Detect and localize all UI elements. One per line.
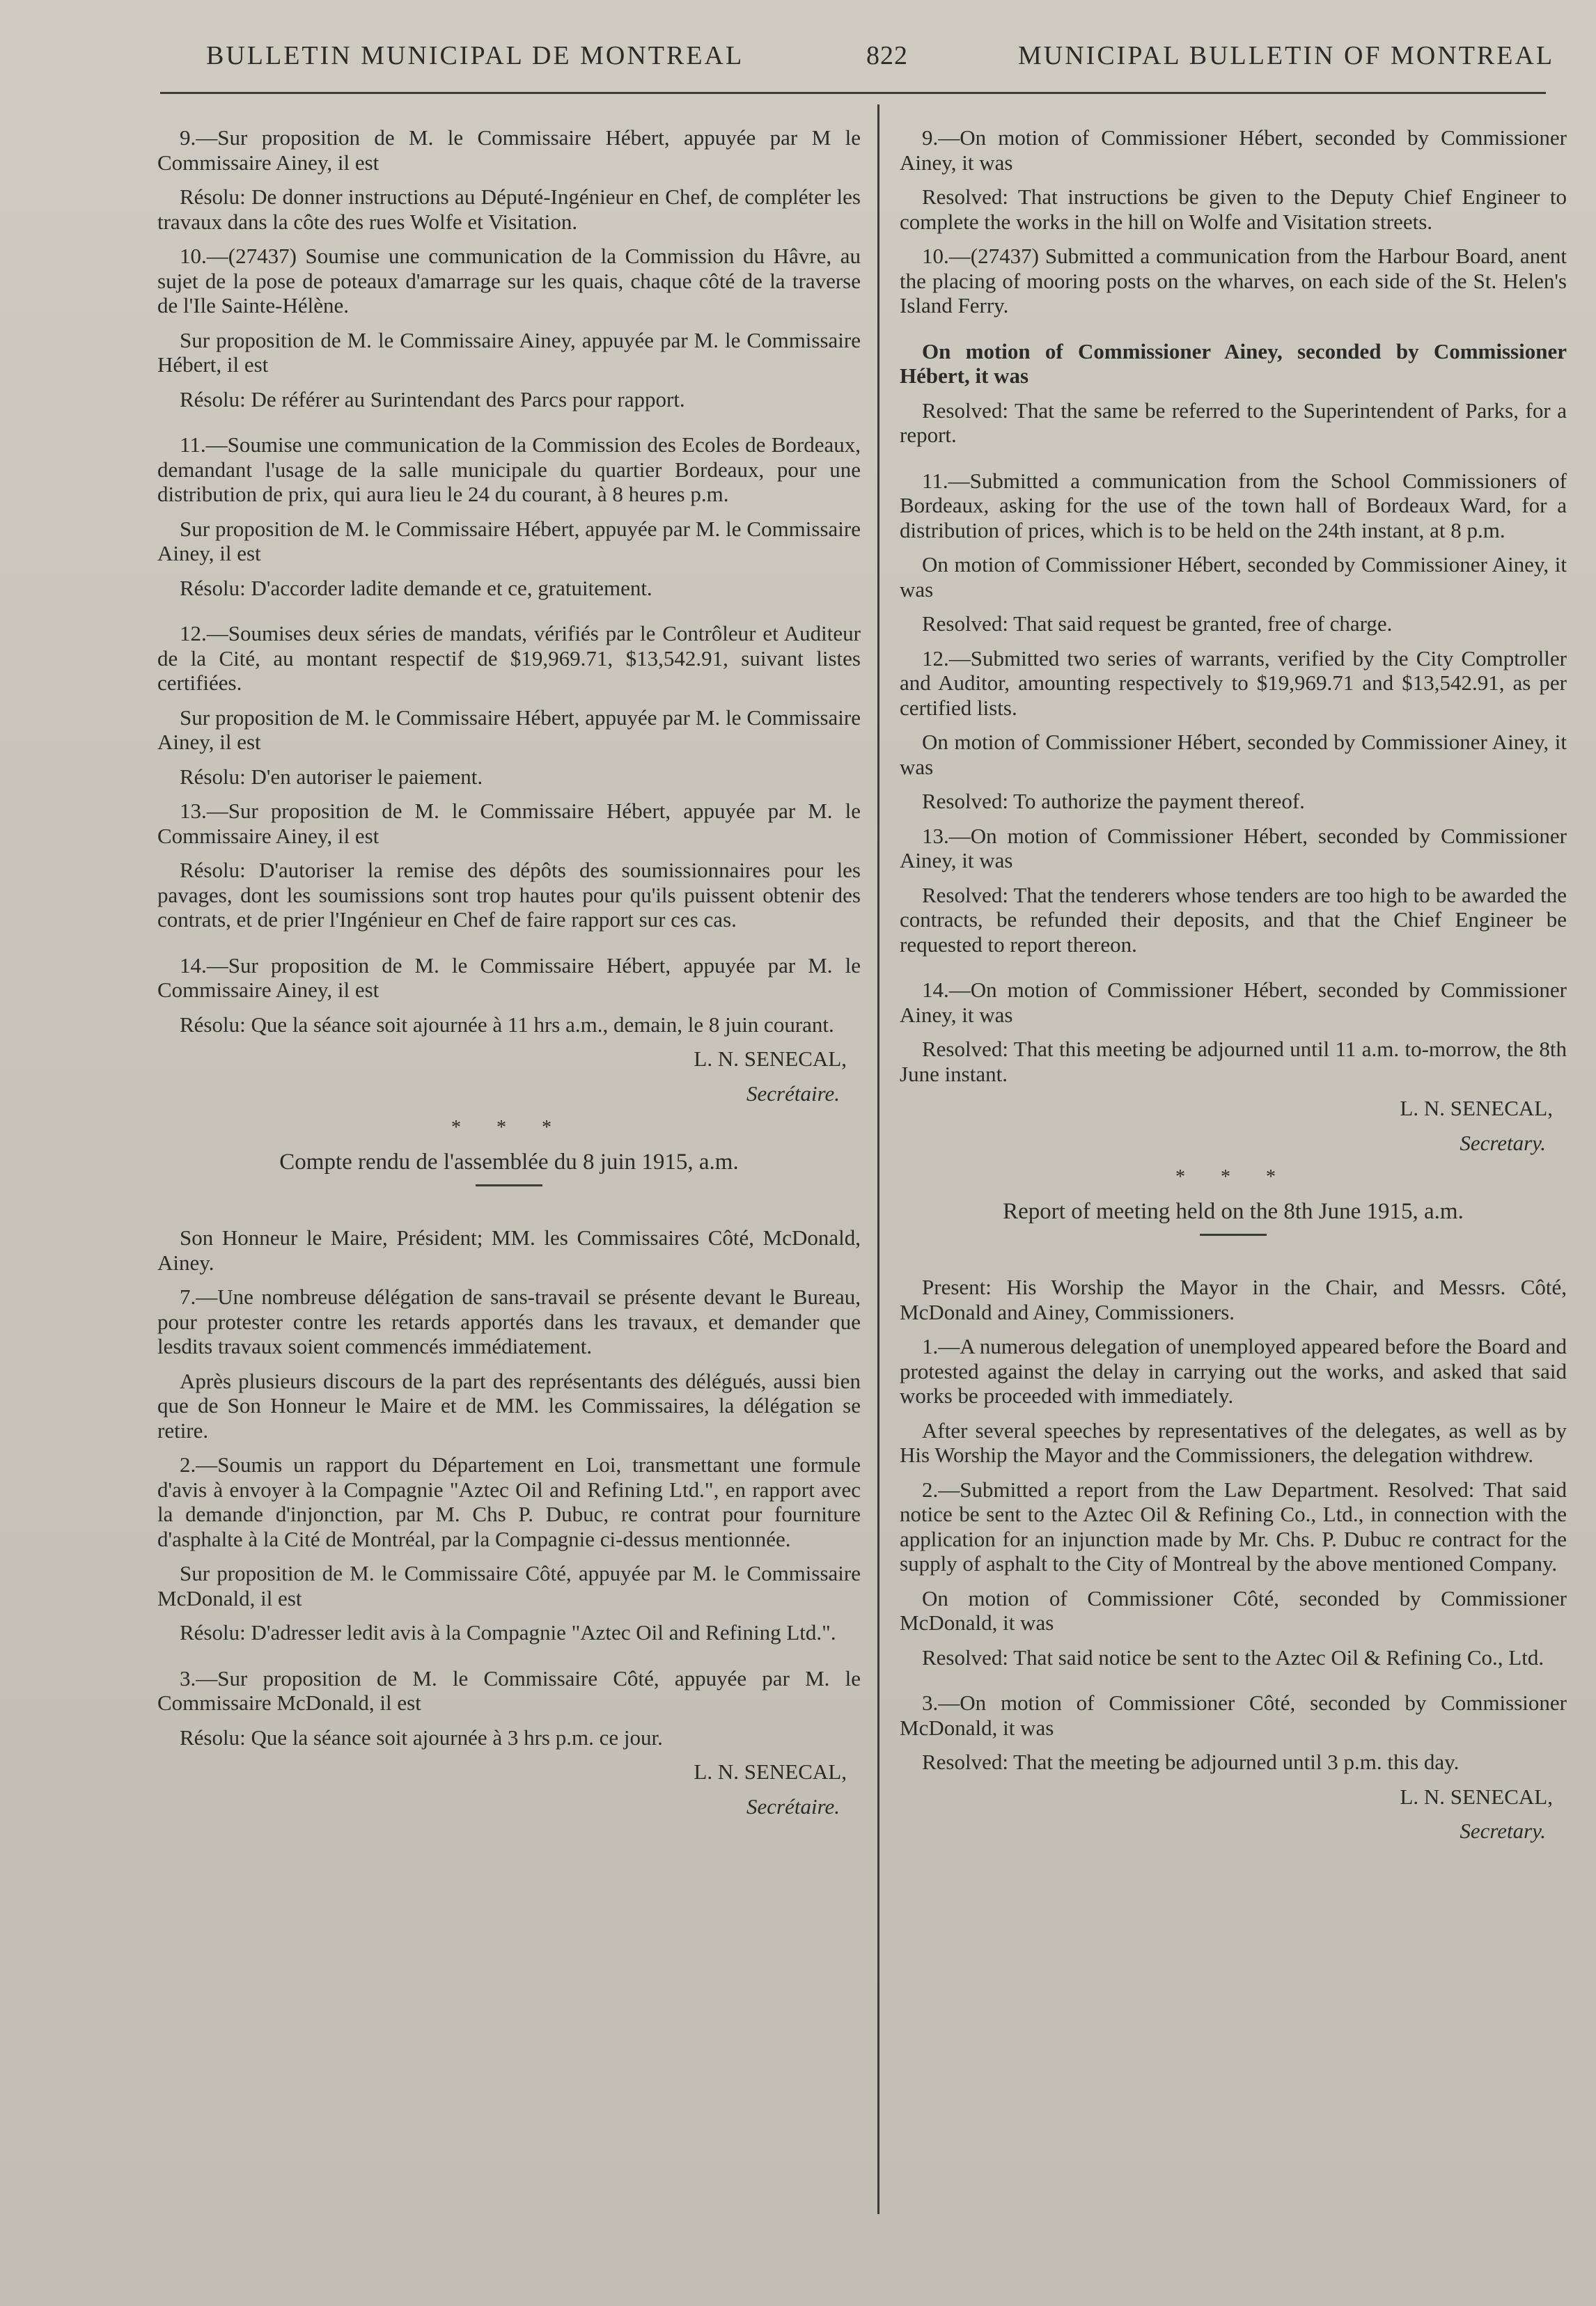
paragraph: Résolu: De donner instructions au Député-Ingénieur en Chef, de compléter les travaux dans la côte des rues Wolfe et Visitation. [157, 185, 861, 234]
paragraph: After several speeches by representatives of the delegates, as well as by His Worship the Mayor and the Commissioners, the delegation withdrew. [900, 1418, 1567, 1467]
paragraph: 2.—Soumis un rapport du Département en Loi, transmettant une formule d'avis à envoyer à la Compagnie "Aztec Oil and Refining Ltd.", en rapport avec la demande d'injonction, par M. Chs P. Dubuc, re contrat pour fourniture d'asphalte à la Cité de Montréal, par la Compagnie ci-dessus mentionnée. [157, 1452, 861, 1551]
paragraph: Resolved: That the tenderers whose tenders are too high to be awarded the contracts, be refunded their deposits, and that the Chief Engineer be requested to report thereon. [900, 882, 1567, 957]
paragraph: Résolu: De référer au Surintendant des Parcs pour rapport. [180, 386, 685, 411]
paragraph: Après plusieurs discours de la part des représentants des délégués, aussi bien que de Son Honneur le Maire et de MM. les Commissaires, la délégation se retire. [157, 1368, 861, 1443]
paragraph: 7.—Une nombreuse délégation de sans-travail se présente devant le Bureau, pour protester contre les retards apportés dans les travaux, et demander que lesdits travaux soient commencés immédiatement. [157, 1285, 861, 1358]
paragraph: 12.—Soumises deux séries de mandats, vérifiés par le Contrôleur et Auditeur de la Cité, au montant respectif de $19,969.71, $13,542.91, suivant listes certifiées. [157, 621, 861, 695]
paragraph: 14.—Sur proposition de M. le Commissaire Hébert, appuyée par M. le Commissaire Ainey, il est [157, 952, 861, 1002]
paragraph: 12.—Submitted two series of warrants, verified by the City Comptroller and Auditor, amounting respectively to $19,969.71 and $13,542.91, as per certified lists. [900, 645, 1567, 720]
french-column [157, 125, 861, 1828]
title-rule [476, 1184, 542, 1186]
paragraph: 11.—Submitted a communication from the School Commissioners of Bordeaux, asking for the use of the town hall of Bordeaux Ward, for a distribution of prices, which is to be held on the 24th instant, at 8 p.m. [900, 468, 1567, 542]
paragraph: 14.—On motion of Commissioner Hébert, seconded by Commissioner Ainey, it was [900, 978, 1567, 1027]
paragraph: Resolved: That said request be granted, free of charge. [922, 611, 1393, 636]
signature-title: Secrétaire. [746, 1081, 840, 1106]
signature-title: Secretary. [1460, 1130, 1546, 1155]
paragraph: 10.—(27437) Soumise une communication de la Commission du Hâvre, au sujet de la pose de poteaux d'amarrage sur les quais, chaque côté de la traverse de l'Ile Sainte-Hélène. [157, 244, 861, 317]
paragraph: Résolu: D'adresser ledit avis à la Compagnie "Aztec Oil and Refining Ltd.". [180, 1620, 836, 1645]
paragraph: Résolu: D'accorder ladite demande et ce, gratuitement. [180, 575, 652, 600]
paragraph: Sur proposition de M. le Commissaire Côté, appuyée par M. le Commissaire McDonald, il est [157, 1561, 861, 1610]
paragraph: 3.—On motion of Commissioner Côté, seconded by Commissioner McDonald, it was [900, 1691, 1567, 1740]
signature-name: L. N. SENECAL, [694, 1759, 847, 1784]
paragraph: On motion of Commissioner Hébert, seconded by Commissioner Ainey, it was [900, 730, 1567, 779]
signature-title: Secretary. [1460, 1819, 1546, 1843]
paragraph: Resolved: That the meeting be adjourned until 3 p.m. this day. [922, 1750, 1460, 1774]
paragraph: 3.—Sur proposition de M. le Commissaire Côté, appuyée par M. le Commissaire McDonald, il est [157, 1665, 861, 1715]
section-title: Compte rendu de l'assemblée du 8 juin 1915, a.m. [279, 1149, 739, 1175]
paragraph: Résolu: D'en autoriser le paiement. [180, 764, 483, 789]
header-rule [160, 92, 1546, 94]
paragraph: 10.—(27437) Submitted a communication from the Harbour Board, anent the placing of mooring posts on the wharves, on each side of the St. Helen's Island Ferry. [900, 244, 1567, 317]
paragraph: 1.—A numerous delegation of unemployed appeared before the Board and protested against the delay in carrying out the works, and asked that said works be proceeded with immediately. [900, 1334, 1567, 1408]
title-rule [1200, 1234, 1267, 1236]
paragraph: Résolu: Que la séance soit ajournée à 11 hrs a.m., demain, le 8 juin courant. [180, 1012, 834, 1037]
paragraph: 9.—Sur proposition de M. le Commissaire Hébert, appuyée par M le Commissaire Ainey, il est [157, 125, 861, 175]
header-left: BULLETIN MUNICIPAL DE MONTREAL [206, 41, 744, 70]
paragraph: 13.—Sur proposition de M. le Commissaire Hébert, appuyée par M. le Commissaire Ainey, il est [157, 799, 861, 848]
column-divider [877, 104, 879, 2214]
signature-name: L. N. SENECAL, [694, 1046, 847, 1071]
paragraph: Present: His Worship the Mayor in the Chair, and Messrs. Côté, McDonald and Ainey, Commissioners. [900, 1275, 1567, 1324]
paragraph: Resolved: That the same be referred to the Superintendent of Parks, for a report. [900, 398, 1567, 447]
paragraph: Resolved: That this meeting be adjourned until 11 a.m. to-morrow, the 8th June instant. [900, 1037, 1567, 1086]
paragraph: Son Honneur le Maire, Président; MM. les Commissaires Côté, McDonald, Ainey. [157, 1225, 861, 1275]
header-right: MUNICIPAL BULLETIN OF MONTREAL [1018, 41, 1555, 70]
signature-name: L. N. SENECAL, [1400, 1784, 1553, 1809]
section-separator: * * * [1175, 1166, 1291, 1188]
paragraph: Sur proposition de M. le Commissaire Hébert, appuyée par M. le Commissaire Ainey, il est [157, 705, 861, 754]
english-column [900, 125, 1567, 1853]
section-separator: * * * [451, 1117, 567, 1138]
paragraph: Résolu: D'autoriser la remise des dépôts des soumissionnaires pour les pavages, dont les soumissions sont trop hautes pour qu'ils puissent obtenir des contrats, et de prier l'Ingénieur en Chef de faire rapport sur ces cas. [157, 858, 861, 932]
paragraph: Resolved: That instructions be given to the Deputy Chief Engineer to complete the works in the hill on Wolfe and Visitation streets. [900, 185, 1567, 234]
paragraph: On motion of Commissioner Hébert, seconded by Commissioner Ainey, it was [900, 552, 1567, 602]
paragraph: On motion of Commissioner Côté, seconded by Commissioner McDonald, it was [900, 1585, 1567, 1635]
section-title: Report of meeting held on the 8th June 1915, a.m. [1003, 1198, 1464, 1224]
paragraph: Resolved: That said notice be sent to the Aztec Oil & Refining Co., Ltd. [922, 1645, 1544, 1670]
paragraph: On motion of Commissioner Ainey, seconded by Commissioner Hébert, it was [900, 338, 1567, 388]
paragraph: Resolved: To authorize the payment thereof. [922, 789, 1305, 813]
paragraph: 2.—Submitted a report from the Law Department. Resolved: That said notice be sent to the Aztec Oil & Refining Co., Ltd., in connection with the application for an injunction made by Mr. Chs. P. Dubuc re contract for the supply of asphalt to the City of Montreal by the above mentioned Company. [900, 1477, 1567, 1576]
paragraph: Résolu: Que la séance soit ajournée à 3 hrs p.m. ce jour. [180, 1725, 663, 1750]
paragraph: 13.—On motion of Commissioner Hébert, seconded by Commissioner Ainey, it was [900, 823, 1567, 872]
paragraph: Sur proposition de M. le Commissaire Hébert, appuyée par M. le Commissaire Ainey, il est [157, 516, 861, 565]
signature-name: L. N. SENECAL, [1400, 1096, 1553, 1120]
page-number: 822 [866, 41, 908, 70]
signature-title: Secrétaire. [746, 1794, 840, 1819]
paragraph: 11.—Soumise une communication de la Commission des Ecoles de Bordeaux, demandant l'usage de la salle municipale du quartier Bordeaux, pour une distribution de prix, qui aura lieu le 24 du courant, à 8 heures p.m. [157, 432, 861, 506]
paragraph: Sur proposition de M. le Commissaire Ainey, appuyée par M. le Commissaire Hébert, il est [157, 327, 861, 377]
paragraph: 9.—On motion of Commissioner Hébert, seconded by Commissioner Ainey, it was [900, 125, 1567, 175]
